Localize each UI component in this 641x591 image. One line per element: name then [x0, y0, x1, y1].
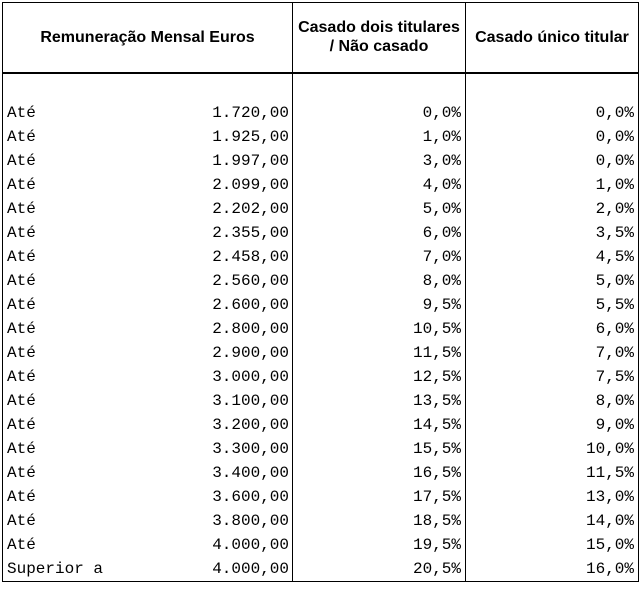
bracket-label: Até: [7, 103, 36, 122]
rate-married-single-holder: 6,0%: [466, 317, 639, 341]
rate-married-two-holders: 20,5%: [293, 557, 466, 582]
table-row: [3, 413, 639, 437]
bracket-amount: 2.600,00: [212, 295, 289, 314]
table-row: [3, 461, 639, 485]
bracket-label: Até: [7, 127, 36, 146]
rate-married-two-holders: 19,5%: [293, 533, 466, 557]
rate-married-two-holders: 13,5%: [293, 389, 466, 413]
table-row: [3, 245, 639, 269]
bracket-cell: [3, 413, 293, 437]
bracket-label: Até: [7, 415, 36, 434]
bracket-label: Até: [7, 535, 36, 554]
table-row: [3, 293, 639, 317]
rate-married-two-holders: 14,5%: [293, 413, 466, 437]
bracket-cell: [3, 197, 293, 221]
table-row: [3, 389, 639, 413]
bracket-label: Até: [7, 247, 36, 266]
bracket-amount: 1.720,00: [212, 103, 289, 122]
rate-married-two-holders: 12,5%: [293, 365, 466, 389]
rate-married-two-holders: 15,5%: [293, 437, 466, 461]
table-body: [3, 73, 639, 582]
rate-married-single-holder: 0,0%: [466, 149, 639, 173]
bracket-cell: [3, 293, 293, 317]
bracket-amount: 3.000,00: [212, 367, 289, 386]
rate-married-two-holders: 11,5%: [293, 341, 466, 365]
rate-married-single-holder: 5,0%: [466, 269, 639, 293]
bracket-label: Até: [7, 367, 36, 386]
bracket-cell: [3, 389, 293, 413]
table-row: [3, 149, 639, 173]
bracket-cell: [3, 317, 293, 341]
bracket-amount: 2.800,00: [212, 319, 289, 338]
bracket-amount: 1.925,00: [212, 127, 289, 146]
table-row: [3, 197, 639, 221]
rate-married-single-holder: 7,0%: [466, 341, 639, 365]
rate-married-single-holder: 13,0%: [466, 485, 639, 509]
bracket-amount: 2.900,00: [212, 343, 289, 362]
table-row: [3, 317, 639, 341]
rate-married-two-holders: 18,5%: [293, 509, 466, 533]
bracket-cell: [3, 509, 293, 533]
table-row: [3, 125, 639, 149]
bracket-amount: 4.000,00: [212, 535, 289, 554]
bracket-amount: 2.560,00: [212, 271, 289, 290]
bracket-cell: [3, 125, 293, 149]
bracket-cell: [3, 269, 293, 293]
rate-married-two-holders: 16,5%: [293, 461, 466, 485]
rate-married-two-holders: 17,5%: [293, 485, 466, 509]
rate-married-two-holders: 3,0%: [293, 149, 466, 173]
bracket-cell: [3, 149, 293, 173]
bracket-amount: 2.458,00: [212, 247, 289, 266]
rate-married-single-holder: 3,5%: [466, 221, 639, 245]
rate-married-single-holder: 4,5%: [466, 245, 639, 269]
bracket-cell: [3, 485, 293, 509]
table-row: [3, 269, 639, 293]
table-row: [3, 485, 639, 509]
table-row: [3, 101, 639, 125]
bracket-label: Superior a: [7, 559, 104, 578]
table-header-row: [3, 3, 639, 73]
bracket-label: Até: [7, 439, 36, 458]
bracket-cell: [3, 461, 293, 485]
bracket-amount: 3.100,00: [212, 391, 289, 410]
bracket-cell: [3, 437, 293, 461]
table-row: [3, 173, 639, 197]
bracket-amount: 4.000,00: [212, 559, 289, 578]
bracket-label: Até: [7, 175, 36, 194]
header-monthly-remuneration: Remuneração Mensal Euros: [3, 3, 293, 73]
bracket-label: Até: [7, 463, 36, 482]
bracket-label: Até: [7, 199, 36, 218]
rate-married-single-holder: 0,0%: [466, 125, 639, 149]
rate-married-single-holder: 14,0%: [466, 509, 639, 533]
rate-married-single-holder: 16,0%: [466, 557, 639, 582]
bracket-amount: 2.355,00: [212, 223, 289, 242]
rate-married-single-holder: 10,0%: [466, 437, 639, 461]
table-row: [3, 509, 639, 533]
bracket-amount: 3.300,00: [212, 439, 289, 458]
table-row: [3, 341, 639, 365]
rate-married-single-holder: 15,0%: [466, 533, 639, 557]
bracket-amount: 2.099,00: [212, 175, 289, 194]
rate-married-two-holders: 10,5%: [293, 317, 466, 341]
header-married-two-holders: Casado dois titulares / Não casado: [293, 3, 466, 73]
rate-married-two-holders: 5,0%: [293, 197, 466, 221]
rate-married-single-holder: 1,0%: [466, 173, 639, 197]
bracket-label: Até: [7, 343, 36, 362]
rate-married-two-holders: 4,0%: [293, 173, 466, 197]
bracket-label: Até: [7, 319, 36, 338]
rate-married-single-holder: 7,5%: [466, 365, 639, 389]
bracket-amount: 3.800,00: [212, 511, 289, 530]
bracket-cell: [3, 533, 293, 557]
bracket-label: Até: [7, 511, 36, 530]
header-married-single-holder: Casado único titular: [466, 3, 639, 73]
rate-married-single-holder: 8,0%: [466, 389, 639, 413]
rate-married-two-holders: 7,0%: [293, 245, 466, 269]
rate-married-single-holder: 9,0%: [466, 413, 639, 437]
bracket-cell: [3, 101, 293, 125]
bracket-amount: 3.400,00: [212, 463, 289, 482]
bracket-amount: 1.997,00: [212, 151, 289, 170]
bracket-cell: [3, 173, 293, 197]
rate-married-single-holder: 0,0%: [466, 101, 639, 125]
bracket-cell: [3, 341, 293, 365]
rate-married-two-holders: 6,0%: [293, 221, 466, 245]
table-spacer-row: [3, 73, 639, 101]
table-row: [3, 533, 639, 557]
rate-married-single-holder: 5,5%: [466, 293, 639, 317]
bracket-amount: 3.200,00: [212, 415, 289, 434]
bracket-cell: [3, 557, 293, 582]
bracket-label: Até: [7, 487, 36, 506]
rate-married-two-holders: 1,0%: [293, 125, 466, 149]
rate-married-two-holders: 0,0%: [293, 101, 466, 125]
withholding-tax-table: [2, 2, 639, 582]
bracket-amount: 2.202,00: [212, 199, 289, 218]
table-row: [3, 221, 639, 245]
bracket-cell: [3, 245, 293, 269]
bracket-label: Até: [7, 295, 36, 314]
bracket-amount: 3.600,00: [212, 487, 289, 506]
bracket-label: Até: [7, 391, 36, 410]
rate-married-single-holder: 2,0%: [466, 197, 639, 221]
bracket-cell: [3, 221, 293, 245]
bracket-label: Até: [7, 223, 36, 242]
bracket-label: Até: [7, 271, 36, 290]
bracket-cell: [3, 365, 293, 389]
table-row: [3, 557, 639, 582]
rate-married-two-holders: 8,0%: [293, 269, 466, 293]
bracket-label: Até: [7, 151, 36, 170]
rate-married-two-holders: 9,5%: [293, 293, 466, 317]
rate-married-single-holder: 11,5%: [466, 461, 639, 485]
table-row: [3, 365, 639, 389]
table-row: [3, 437, 639, 461]
